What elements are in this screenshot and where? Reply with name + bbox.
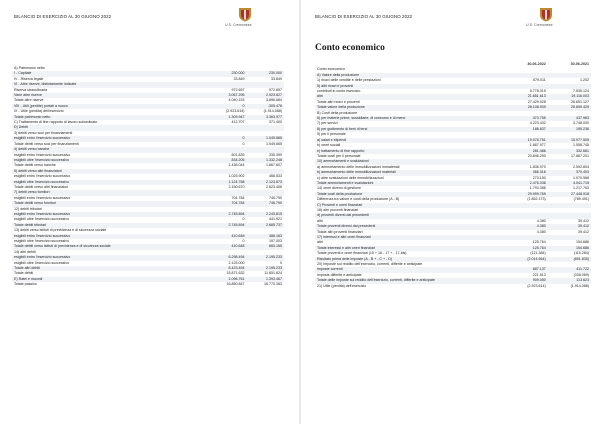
value-prior-year: 154.686 [576, 240, 589, 245]
value-prior-year: 39.412 [548, 224, 591, 229]
row-label: contributi in conto esercizio [317, 89, 361, 94]
value-prior-year: (338.069) [573, 272, 589, 277]
row-label: imposte differite e anticipate [317, 272, 362, 277]
row-label: esigibili entro l'esercizio successivo [12, 234, 209, 239]
value-current-year: 27.429.928 [527, 99, 546, 104]
page-title: Conto economico [315, 43, 385, 53]
row-label: Totale valore della produzione [315, 105, 505, 110]
row-label: Totale proventi diversi dai precedenti [315, 224, 505, 229]
row-label: esigibili entro l'esercizio successivo [14, 152, 71, 157]
value-prior-year: 3.363.977 [246, 115, 284, 120]
value-current-year: 834.205 [209, 158, 247, 163]
value-current-year: 33.849 [233, 76, 245, 81]
row-label: esigibili entro l'esercizio successivo [12, 212, 209, 217]
value-prior-year: 466.533 [269, 174, 282, 179]
value-current-year: (2.923.614) [527, 283, 546, 288]
value-prior-year: 2.243.815 [246, 212, 284, 217]
value-prior-year: 972.657 [269, 87, 282, 92]
value-current-year: 704.784 [231, 195, 245, 200]
row-label: c) altre svalutazioni delle immobilizzazioni [317, 175, 384, 180]
value-prior-year: 15.977.505 [548, 138, 591, 143]
row-label: 9) per il personale [317, 132, 346, 137]
value-current-year: 281.486 [505, 149, 548, 154]
row-label: Totale debiti verso istituti di previdenza e di sicurezza sociale [12, 244, 209, 249]
value-current-year: 0 [242, 141, 245, 146]
value-current-year: 2.125.000 [228, 260, 245, 265]
value-current-year: 29.999.769 [505, 192, 548, 197]
row-label: 14) oneri diversi di gestione [317, 186, 361, 191]
right-page [301, 0, 600, 424]
value-current-year: 704.784 [209, 201, 247, 206]
row-label: 5) altri ricavi e proventi [315, 84, 505, 89]
value-prior-year: 197.003 [269, 239, 282, 243]
row-label: Totale debiti [14, 271, 34, 276]
row-label: Totale debiti verso altri finanziatori [14, 184, 69, 189]
club-crest-icon [238, 7, 252, 22]
row-label: imposte correnti [315, 267, 505, 272]
value-current-year: 273.150 [532, 175, 546, 180]
value-current-year: 5.778.315 [529, 89, 546, 94]
value-current-year: 687.137 [505, 267, 548, 272]
row-label: 3) debiti verso soci per finanziamenti [14, 130, 73, 135]
row-label: 4) debiti verso banche [12, 147, 209, 152]
value-current-year: 601.839 [231, 152, 245, 157]
value-prior-year: 1.202 [580, 78, 589, 83]
value-prior-year: 26.651.127 [571, 99, 589, 104]
value-current-year: 221.913 [532, 272, 546, 277]
value-prior-year: 17.867.201 [571, 153, 589, 158]
row-label: 7) per servizi [317, 121, 338, 126]
row-label: esigibili oltre l'esercizio successivo [14, 217, 70, 222]
row-label: Riserva straordinaria [14, 87, 48, 92]
brand-label: U.S. Cremonese [526, 23, 553, 27]
value-prior-year: 411.722 [548, 267, 591, 272]
row-label: esigibili oltre l'esercizio successivo [14, 260, 70, 265]
value-current-year: 410.648 [209, 234, 247, 239]
value-prior-year: 683.165 [246, 244, 284, 249]
row-label: 13) debiti verso istituti di previdenza e di sicurezza sociale [14, 228, 107, 233]
value-prior-year: 230.000 [246, 71, 284, 76]
row-label: Totale altri debiti [12, 266, 209, 271]
value-current-year: 19.076.751 [505, 138, 548, 143]
value-prior-year: 26.659.429 [548, 105, 591, 110]
row-label: I - Capitale [12, 71, 209, 76]
club-crest-icon [539, 7, 553, 22]
value-current-year: 2.745.894 [209, 223, 247, 228]
row-label: Totale interessi e altri oneri finanziari [315, 246, 505, 251]
row-label: Risultato prima delle imposte (A - B + - C + - D) [315, 257, 505, 262]
row-label: VI - Altre riserve, distintamente indicate [12, 82, 209, 87]
value-current-year: 4.380 [505, 224, 548, 229]
value-current-year: 4.040.153 [228, 98, 245, 103]
row-label: Differenza tra valore e costi della produzione (A - B) [317, 197, 400, 202]
value-current-year: 1.436.044 [228, 163, 245, 168]
value-current-year: 16.850.847 [226, 282, 245, 287]
value-prior-year: 2.685.737 [246, 223, 284, 228]
row-label: esigibili entro l'esercizio successivo [12, 136, 209, 141]
value-prior-year: 2.923.627 [246, 93, 284, 98]
value-current-year: 125.764 [505, 246, 548, 251]
value-prior-year: 0 [280, 260, 282, 265]
row-label: 6) per materie prime, sussidiarie, di consumo e di merci [315, 116, 505, 121]
row-label: IV - Riserva legale [14, 76, 44, 81]
value-prior-year: 1.332.248 [246, 158, 284, 163]
value-prior-year: 33.849 [271, 76, 282, 81]
value-current-year: 125.764 [532, 240, 546, 245]
row-label: A) Patrimonio netto [14, 66, 45, 70]
row-label: Totale costi della produzione [315, 192, 505, 197]
row-label: altri [317, 218, 323, 223]
value-prior-year: 370.403 [548, 170, 591, 175]
row-label: Totale debiti verso fornitori [12, 201, 209, 206]
row-label: esigibili entro l'esercizio successivo [14, 195, 71, 200]
value-prior-year: 746.790 [246, 201, 284, 206]
value-current-year: 2.150.670 [228, 184, 245, 189]
value-prior-year: 11.651.624 [264, 271, 282, 276]
value-current-year: (2.923.614) [226, 109, 245, 114]
value-current-year: 0 [242, 217, 245, 222]
row-label: esigibili oltre l'esercizio successivo [14, 239, 70, 243]
row-label: Totale costi per il personale [317, 153, 361, 158]
value-current-year: 8.423.494 [209, 266, 247, 271]
row-label: Totale debiti verso banche [14, 163, 56, 168]
row-label: esigibili oltre l'esercizio successivo [12, 180, 209, 185]
value-prior-year: 19.116.003 [548, 94, 591, 99]
value-current-year: 4.223.432 [529, 121, 546, 126]
value-prior-year: 27.448.918 [548, 192, 591, 197]
row-label: b) oneri sociali [317, 143, 341, 148]
value-current-year: (1.852.173) [527, 197, 546, 202]
row-label: 1) ricavi delle vendite e delle prestazioni [317, 78, 381, 83]
value-prior-year: 113.623 [548, 278, 591, 283]
row-label: altri [315, 94, 505, 99]
row-label: Totale altri ricavi e proventi [317, 99, 360, 104]
value-prior-year: 2.123.873 [246, 180, 284, 185]
value-current-year: 1.096.761 [209, 277, 247, 282]
row-label: 14) altri debiti [14, 249, 36, 254]
value-current-year: 1.025.902 [228, 174, 245, 179]
value-prior-year: 1.049.665 [266, 141, 282, 146]
value-current-year: 0 [242, 239, 245, 243]
row-label: D) Debiti [12, 125, 209, 130]
row-label: esigibili entro l'esercizio successivo [12, 255, 209, 260]
value-prior-year: 2.592.804 [573, 164, 589, 169]
value-current-year: 473.755 [505, 116, 548, 121]
value-current-year: 1.124.768 [209, 180, 247, 185]
table-row [315, 284, 591, 289]
value-current-year: 20.846.290 [527, 153, 546, 158]
value-current-year: 1.836.970 [529, 164, 546, 169]
row-label: Totale patrimonio netto [12, 115, 209, 120]
value-prior-year: 441.921 [269, 217, 282, 222]
value-current-year: (2.014.564) [505, 257, 548, 262]
row-label: C) Trattamento di fine rapporto di lavoro subordinato [14, 120, 98, 125]
value-current-year: 15.871.632 [226, 271, 245, 276]
value-prior-year: 16.770.363 [264, 282, 282, 287]
value-prior-year: 437.983 [548, 116, 591, 121]
value-current-year: (121.384) [530, 251, 546, 256]
value-current-year: 2.476.336 [505, 181, 548, 186]
value-current-year: 1.309.947 [209, 115, 247, 120]
right-header-title: BILANCIO DI ESERCIZIO AL 30 GIUGNO 2022 [315, 14, 413, 19]
value-prior-year: 195.236 [548, 127, 591, 132]
brand-label: U.S. Cremonese [225, 23, 252, 27]
row-label: 21) Utile (perdita) dell'esercizio [317, 283, 367, 288]
value-prior-year: 39.412 [578, 218, 589, 223]
row-label: a) ammortamento delle immobilizzazioni immateriali [317, 164, 400, 169]
row-label: 5) debiti verso altri finanziatori [12, 169, 209, 174]
value-current-year: 0 [209, 104, 247, 109]
value-prior-year: 1.070.568 [573, 175, 589, 180]
value-current-year: 412.707 [231, 120, 245, 125]
left-header-title: BILANCIO DI ESERCIZIO AL 30 GIUGNO 2022 [14, 14, 112, 19]
value-prior-year: 335.399 [269, 152, 282, 157]
row-label: Totale debiti verso soci per finanziamenti [14, 141, 79, 146]
value-current-year: 1.687.977 [529, 143, 546, 148]
row-label: A) Valore della produzione [315, 73, 505, 78]
value-current-year: 972.657 [231, 87, 245, 92]
value-current-year: 186.837 [505, 127, 548, 132]
value-current-year: 679.011 [533, 78, 546, 83]
value-prior-year: 1.667.607 [266, 163, 282, 168]
row-label: 12) debiti tributari [14, 206, 42, 211]
row-label: Totale debiti tributari [12, 223, 209, 228]
row-label: Conto economico [317, 67, 345, 72]
value-prior-year: (1.914.088) [263, 109, 282, 114]
row-label: E) Ratei e risconti [12, 277, 209, 282]
value-prior-year: 371.400 [269, 120, 282, 125]
row-label: 10) ammortamenti e svalutazioni [315, 159, 505, 164]
row-label: Totale delle imposte sul reddito dell'esercizio, correnti, differite e anticipate [315, 278, 505, 283]
value-current-year: 1.793.386 [529, 186, 546, 191]
value-current-year: 410.648 [209, 244, 247, 249]
value-current-year: 4.380 [536, 229, 546, 234]
value-prior-year: 39.412 [578, 229, 589, 234]
value-prior-year: 154.686 [548, 246, 591, 251]
row-label: esigibili oltre l'esercizio successivo [12, 158, 209, 163]
row-label: Totale ammortamenti e svalutazioni [315, 181, 505, 186]
row-label: b) ammortamento delle immobilizzazioni materiali [315, 170, 505, 175]
value-prior-year: (789.491) [573, 197, 589, 202]
row-label: 7) debiti verso fornitori [12, 190, 209, 195]
left-page [0, 0, 299, 424]
row-label: d) proventi diversi dai precedenti [315, 213, 505, 218]
row-label: a) salari e stipendi [315, 138, 505, 143]
value-prior-year: (1.914.088) [570, 283, 589, 288]
value-prior-year: 2.623.406 [266, 184, 282, 189]
value-prior-year: 7.535.124 [573, 89, 589, 94]
value-prior-year: (891.835) [548, 257, 591, 262]
value-current-year: 366.316 [505, 170, 548, 175]
row-label: IX - Utile (perdita) dell'esercizio [14, 109, 64, 114]
row-label: VIII - Utili (perdite) portati a nuovo [12, 104, 209, 109]
value-prior-year: 1.393.467 [246, 277, 284, 282]
value-prior-year: 3.748.000 [573, 121, 589, 126]
value-prior-year: 332.681 [548, 149, 591, 154]
value-prior-year: (115.284) [573, 251, 589, 256]
value-prior-year: -305.476 [246, 104, 284, 109]
column-header: 30-06-2022 [527, 62, 546, 66]
value-current-year: 909.050 [505, 278, 548, 283]
value-current-year: 21.651.613 [505, 94, 548, 99]
value-current-year: 3.067.295 [209, 93, 247, 98]
table-row [12, 282, 284, 287]
column-header: 30-06-2021 [570, 62, 589, 66]
row-label: 20) Imposte sul reddito dell'esercizio, correnti, differite e anticipate [317, 262, 423, 267]
stato-patrimoniale-passivo-table [12, 66, 284, 288]
row-label: altri [317, 240, 323, 245]
value-prior-year: 486.163 [246, 234, 284, 239]
row-label: Varie altre riserve [12, 93, 209, 98]
value-current-year: 0 [209, 136, 247, 141]
value-current-year: 4.380 [536, 218, 546, 223]
row-label: Totale proventi e oneri finanziari (15 + 16 - 17 + - 17-bis) [317, 251, 407, 256]
value-prior-year: 1.049.665 [246, 136, 284, 141]
row-label: Totale altre riserve [14, 98, 44, 103]
value-prior-year: 2.195.233 [246, 255, 284, 260]
value-prior-year: 746.790 [269, 195, 282, 200]
value-prior-year: 1.217.763 [573, 186, 589, 191]
row-label: Totale altri proventi finanziari [317, 229, 363, 234]
value-current-year: 6.298.494 [209, 255, 247, 260]
row-label: e) trattamento di fine rapporto [315, 149, 505, 154]
value-prior-year: 3.896.684 [266, 98, 282, 103]
value-prior-year: 1.558.745 [573, 143, 589, 148]
value-prior-year: 2.195.233 [246, 266, 284, 271]
row-label: 17) interessi e altri oneri finanziari [315, 235, 505, 240]
row-label: 16) altri proventi finanziari [317, 207, 359, 212]
value-current-year: 230.000 [209, 71, 247, 76]
row-label: 8) per godimento di beni di terzi [315, 127, 505, 132]
row-label: C) Proventi e oneri finanziari [315, 203, 505, 208]
value-current-year: 28.108.939 [505, 105, 548, 110]
conto-economico-table [315, 62, 591, 289]
row-label: Totale passivo [14, 282, 37, 287]
value-prior-year: 4.041.715 [548, 181, 591, 186]
value-current-year: 2.745.894 [209, 212, 247, 217]
row-label: esigibili entro l'esercizio successivo [14, 174, 71, 179]
row-label: B) Costi della produzione [317, 110, 358, 115]
